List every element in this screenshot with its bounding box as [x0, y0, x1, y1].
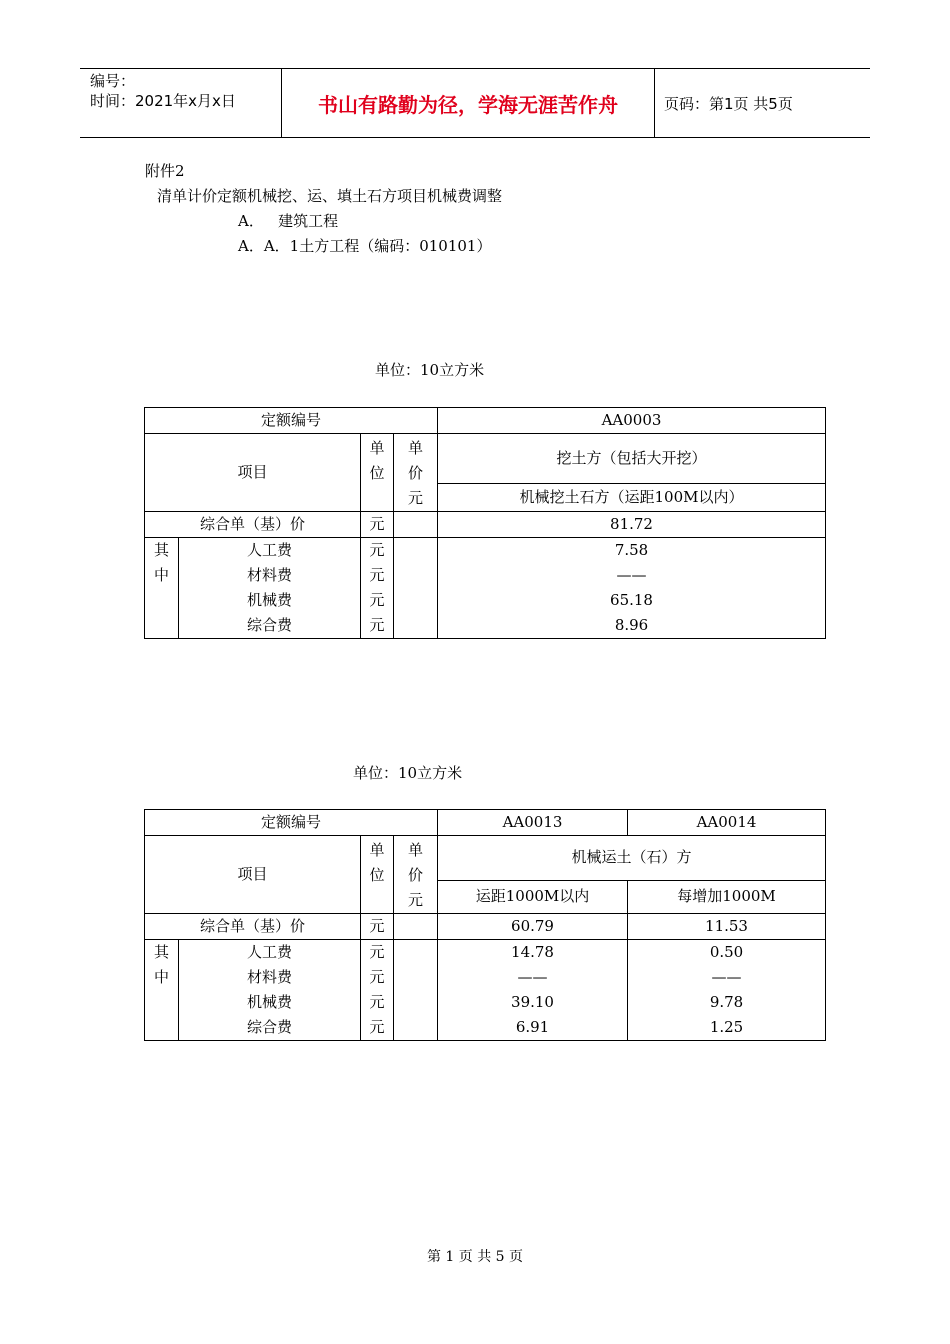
cost-row-name: 材料费: [179, 965, 361, 990]
item-label: 项目: [145, 836, 361, 914]
subsection-heading: A．A．1土方工程（编码：010101）: [238, 237, 492, 255]
price-column-header: 单 价 元: [394, 434, 438, 512]
quota-code: AA0014: [628, 810, 826, 836]
cost-price-blank: [394, 940, 438, 1041]
total-price-label: 综合单（基）价: [145, 512, 361, 538]
cost-row-value: 0.50: [628, 940, 826, 966]
cost-row-unit: 元: [361, 1015, 394, 1041]
cost-row-value: 9.78: [628, 990, 826, 1015]
cost-row-value: 65.18: [438, 588, 826, 613]
cost-row-value: ——: [628, 965, 826, 990]
table2-unit-note: 单位：10立方米: [353, 764, 463, 782]
table1-unit-note: 单位：10立方米: [375, 361, 485, 379]
header-divider: [654, 69, 655, 137]
attachment-label: 附件2: [145, 162, 185, 180]
cost-row-value: ——: [438, 563, 826, 588]
header-page-number: 页码：第1页 共5页: [664, 94, 793, 113]
total-price-blank: [394, 512, 438, 538]
quota-code: AA0013: [438, 810, 628, 836]
item-main: 机械运土（石）方: [438, 836, 826, 881]
total-unit: 元: [361, 914, 394, 940]
cost-row-unit: 元: [361, 965, 394, 990]
total-price-value: 11.53: [628, 914, 826, 940]
page-header: [80, 68, 870, 138]
total-price-blank: [394, 914, 438, 940]
cost-row-unit: 元: [361, 563, 394, 588]
of-which-label: 其 中: [145, 538, 179, 639]
item-main: 挖土方（包括大开挖）: [438, 434, 826, 484]
cost-row-value: 7.58: [438, 538, 826, 564]
cost-row-unit: 元: [361, 588, 394, 613]
total-price-value: 60.79: [438, 914, 628, 940]
cost-row-unit: 元: [361, 613, 394, 639]
cost-row-name: 综合费: [179, 613, 361, 639]
document-number-label: 编号：: [90, 72, 136, 90]
cost-row-value: 14.78: [438, 940, 628, 966]
cost-row-value: ——: [438, 965, 628, 990]
item-sub: 每增加1000M: [628, 880, 826, 913]
code-label: 定额编号: [145, 810, 438, 836]
item-label: 项目: [145, 434, 361, 512]
cost-row-value: 39.10: [438, 990, 628, 1015]
total-unit: 元: [361, 512, 394, 538]
item-sub: 机械挖土石方（运距100M以内）: [438, 483, 826, 511]
code-label: 定额编号: [145, 408, 438, 434]
cost-row-name: 机械费: [179, 990, 361, 1015]
cost-row-unit: 元: [361, 990, 394, 1015]
quota-code: AA0003: [438, 408, 826, 434]
header-meta: [90, 71, 282, 135]
cost-row-name: 机械费: [179, 588, 361, 613]
cost-row-name: 材料费: [179, 563, 361, 588]
unit-column-header: 单 位: [361, 434, 394, 512]
cost-row-name: 人工费: [179, 940, 361, 966]
cost-row-name: 人工费: [179, 538, 361, 564]
of-which-label: 其 中: [145, 940, 179, 1041]
section-heading: A． 建筑工程: [238, 212, 339, 230]
quota-table-1: [144, 407, 826, 639]
cost-row-value: 8.96: [438, 613, 826, 639]
price-column-header: 单 价 元: [394, 836, 438, 914]
cost-row-unit: 元: [361, 538, 394, 564]
total-price-label: 综合单（基）价: [145, 914, 361, 940]
cost-price-blank: [394, 538, 438, 639]
header-motto: 书山有路勤为径，学海无涯苦作舟: [318, 92, 618, 117]
unit-column-header: 单 位: [361, 836, 394, 914]
item-sub: 运距1000M以内: [438, 880, 628, 913]
cost-row-name: 综合费: [179, 1015, 361, 1041]
cost-row-value: 1.25: [628, 1015, 826, 1041]
cost-row-unit: 元: [361, 940, 394, 966]
document-title: 清单计价定额机械挖、运、填土石方项目机械费调整: [157, 187, 503, 205]
quota-table-2: [144, 809, 826, 1041]
total-price-value: 81.72: [438, 512, 826, 538]
cost-row-value: 6.91: [438, 1015, 628, 1041]
document-date-label: 时间：2021年x月x日: [90, 92, 236, 110]
page-footer: 第 1 页 共 5 页: [426, 1249, 524, 1265]
